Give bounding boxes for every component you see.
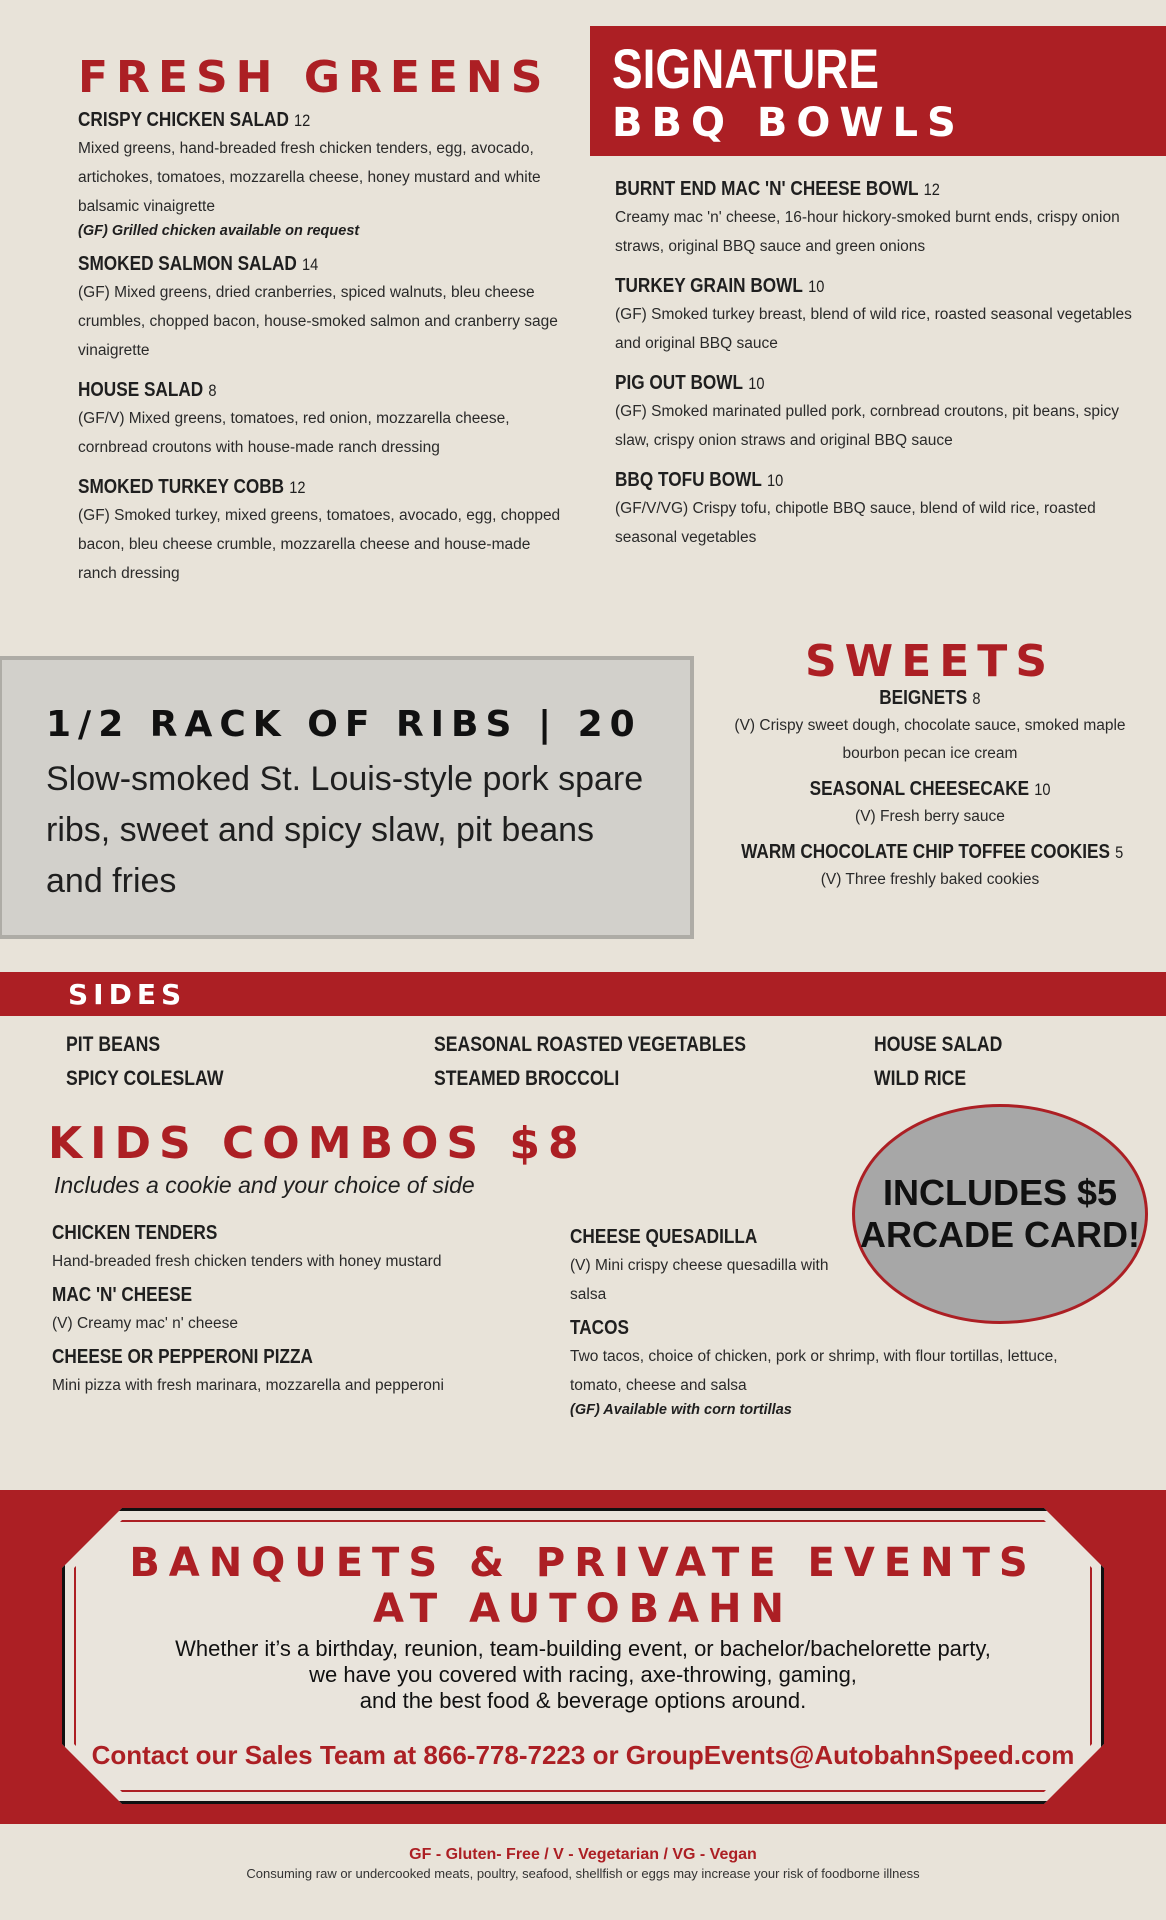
item-description: (V) Creamy mac' n' cheese <box>52 1315 238 1332</box>
item-description: Mini pizza with fresh marinara, mozzarella and pepperoni <box>52 1377 444 1394</box>
banquets-contact: Contact our Sales Team at 866-778-7223 or GroupEvents@AutobahnSpeed.com <box>91 1740 1075 1770</box>
item-name: WARM CHOCOLATE CHIP TOFFEE COOKIES <box>741 841 1110 863</box>
item-name: CHEESE OR PEPPERONI PIZZA <box>52 1346 313 1368</box>
menu-item <box>710 687 1150 768</box>
menu-item <box>52 1222 552 1276</box>
arcade-line1: INCLUDES $5 <box>882 1172 1118 1213</box>
diet-legend: GF - Gluten- Free / V - Vegetarian / VG - Vegan <box>409 1846 757 1863</box>
item-name: BEIGNETS <box>879 687 968 709</box>
item-description: (V) Crispy sweet dough, chocolate sauce, smoked maple bourbon pecan ice cream <box>734 717 1126 762</box>
bbq-bowls-banner <box>590 26 1166 156</box>
item-name: HOUSE SALAD <box>78 379 204 401</box>
ribs-description: Slow-smoked St. Louis-style pork spare ribs, sweet and spicy slaw, pit beans and fries <box>46 760 644 900</box>
menu-item <box>710 841 1150 894</box>
menu-item <box>52 1284 552 1338</box>
fresh-greens-title: FRESH GREENS <box>78 52 551 103</box>
item-description: (V) Three freshly baked cookies <box>820 871 1040 888</box>
item-price: 8 <box>972 689 981 708</box>
item-name: CRISPY CHICKEN SALAD <box>78 109 289 131</box>
item-price: 12 <box>294 111 311 130</box>
side-item: SPICY COLESLAW <box>66 1067 224 1090</box>
item-description: (GF) Mixed greens, dried cranberries, spiced walnuts, bleu cheese crumbles, chopped bacon, house-smoked salmon and cranberry sage vinaigrette <box>78 284 558 359</box>
banquets-desc-line1: Whether it’s a birthday, reunion, team-building event, or bachelor/bachelorette party, <box>175 1636 991 1661</box>
item-price: 8 <box>208 381 217 400</box>
item-price: 10 <box>808 277 825 296</box>
item-name: MAC 'N' CHEESE <box>52 1284 193 1306</box>
item-price: 10 <box>748 374 765 393</box>
sweets-title: SWEETS <box>804 636 1056 687</box>
banquets-description <box>0 1636 1166 1714</box>
sides-banner <box>0 972 1166 1016</box>
item-description: (GF/V) Mixed greens, tomatoes, red onion, mozzarella cheese, cornbread croutons with house-made ranch dressing <box>78 410 510 456</box>
sweets-section <box>710 636 1150 904</box>
menu-item <box>615 469 1135 552</box>
menu-item <box>615 275 1135 358</box>
item-price: 5 <box>1115 843 1124 862</box>
item-name: BURNT END MAC 'N' CHEESE BOWL <box>615 178 919 200</box>
banquets-title-line1: BANQUETS & PRIVATE EVENTS <box>129 1540 1037 1586</box>
item-price: 12 <box>923 180 940 199</box>
banquets-desc-line2: we have you covered with racing, axe-throwing, gaming, <box>309 1662 857 1687</box>
sides-title: SIDES <box>68 978 187 1011</box>
side-item: WILD RICE <box>874 1067 967 1090</box>
item-description: Hand-breaded fresh chicken tenders with honey mustard <box>52 1253 442 1270</box>
item-name: TACOS <box>570 1317 629 1339</box>
menu-item <box>78 109 568 239</box>
ribs-feature-box <box>0 656 694 939</box>
menu-item <box>78 379 568 462</box>
item-description: Mixed greens, hand-breaded fresh chicken tenders, egg, avocado, artichokes, tomatoes, mozzarella cheese, honey mustard and white balsamic vinaigrette <box>78 140 541 215</box>
item-description: (GF/V/VG) Crispy tofu, chipotle BBQ sauce, blend of wild rice, roasted seasonal vegetables <box>615 500 1096 546</box>
item-price: 10 <box>1034 780 1051 799</box>
kids-combos-title: KIDS COMBOS $8 <box>48 1118 587 1169</box>
item-name: PIG OUT BOWL <box>615 372 744 394</box>
item-description: (GF) Smoked marinated pulled pork, cornbread croutons, pit beans, spicy slaw, crispy onion straws and original BBQ sauce <box>615 403 1119 449</box>
item-name: CHICKEN TENDERS <box>52 1222 218 1244</box>
arcade-card-badge <box>852 1104 1148 1324</box>
kids-combos-subtitle: Includes a cookie and your choice of side <box>54 1172 475 1198</box>
item-price: 14 <box>301 255 319 274</box>
menu-item <box>52 1346 552 1400</box>
bbq-bowls-title-line1: SIGNATURE <box>612 37 880 100</box>
item-description: Creamy mac 'n' cheese, 16-hour hickory-smoked burnt ends, crispy onion straws, original BBQ sauce and green onions <box>615 209 1120 255</box>
item-name: SEASONAL CHEESECAKE <box>809 778 1030 800</box>
kids-combos-left <box>52 1222 552 1408</box>
side-item: PIT BEANS <box>66 1033 161 1056</box>
side-item: STEAMED BROCCOLI <box>434 1067 620 1090</box>
banquets-title-line2: AT AUTOBAHN <box>373 1586 793 1632</box>
sides-column-2 <box>434 1028 805 1096</box>
item-name: TURKEY GRAIN BOWL <box>615 275 803 297</box>
item-description: Two tacos, choice of chicken, pork or shrimp, with flour tortillas, lettuce, tomato, cheese and salsa <box>570 1348 1058 1394</box>
footer <box>0 1846 1166 1881</box>
menu-item <box>615 178 1135 261</box>
sides-column-3 <box>874 1028 1027 1096</box>
side-item: SEASONAL ROASTED VEGETABLES <box>434 1033 747 1056</box>
item-description: (GF) Smoked turkey, mixed greens, tomatoes, avocado, egg, chopped bacon, bleu cheese crumble, mozzarella cheese and house-made ranch dressing <box>78 507 561 582</box>
arcade-line2: ARCADE CARD! <box>860 1214 1140 1255</box>
menu-item <box>615 372 1135 455</box>
item-note: (GF) Available with corn tortillas <box>570 1402 792 1418</box>
fresh-greens-section <box>78 52 568 602</box>
side-item: HOUSE SALAD <box>874 1033 1003 1056</box>
item-price: 12 <box>289 478 306 497</box>
food-safety-warning: Consuming raw or undercooked meats, poultry, seafood, shellfish or eggs may increase your risk of foodborne illness <box>246 1866 920 1881</box>
sides-column-1 <box>66 1028 253 1096</box>
item-name: CHEESE QUESADILLA <box>570 1226 758 1248</box>
item-name: SMOKED TURKEY COBB <box>78 476 285 498</box>
bbq-bowls-title-line2: BBQ BOWLS <box>612 100 965 146</box>
menu-item <box>78 476 568 588</box>
menu-item <box>570 1226 830 1309</box>
item-price: 10 <box>766 471 784 490</box>
menu-item <box>570 1317 1070 1418</box>
item-description: (V) Mini crispy cheese quesadilla with salsa <box>570 1257 829 1303</box>
item-note: (GF) Grilled chicken available on request <box>78 223 360 239</box>
banquets-section <box>0 1490 1166 1824</box>
item-description: (GF) Smoked turkey breast, blend of wild rice, roasted seasonal vegetables and original BBQ sauce <box>615 306 1132 352</box>
bbq-bowls-section <box>615 178 1135 566</box>
menu-item <box>78 253 568 365</box>
item-description: (V) Fresh berry sauce <box>855 808 1005 825</box>
menu-item <box>710 778 1150 831</box>
banquets-desc-line3: and the best food & beverage options around. <box>359 1688 807 1713</box>
item-name: SMOKED SALMON SALAD <box>78 253 297 275</box>
item-name: BBQ TOFU BOWL <box>615 469 762 491</box>
ribs-title: 1/2 RACK OF RIBS | 20 <box>46 704 642 745</box>
